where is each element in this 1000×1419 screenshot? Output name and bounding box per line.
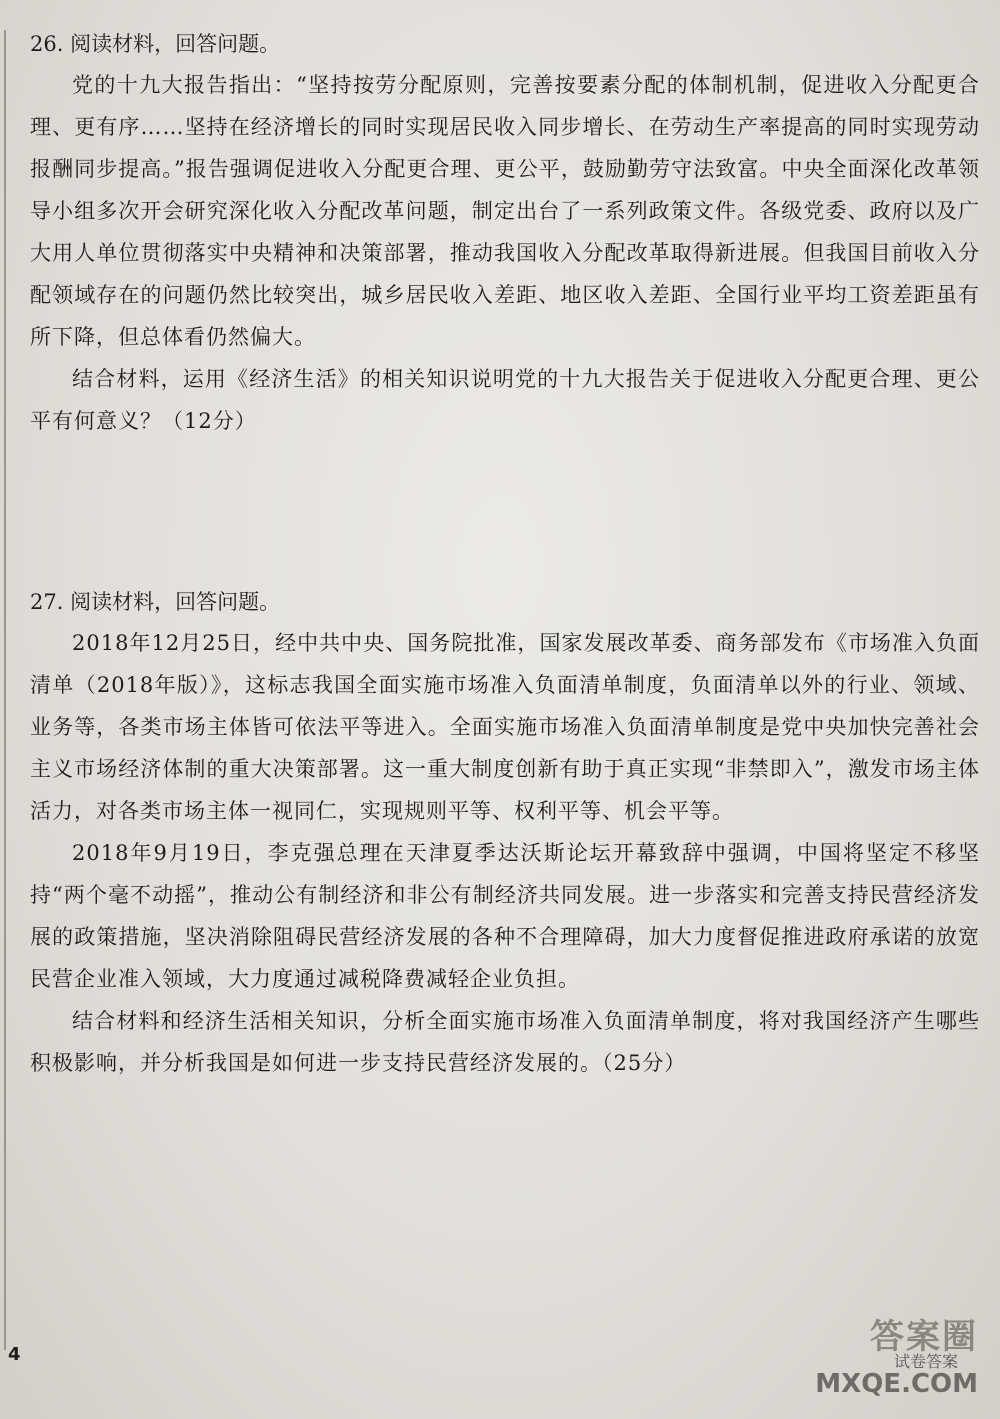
question-27-title: 27. 阅读材料，回答问题。: [30, 590, 281, 614]
watermark: [815, 1309, 978, 1399]
watermark-wechat-label: 试卷答案: [893, 1352, 958, 1371]
question-26-prompt: 结合材料，运用《经济生活》的相关知识说明党的十九大报告关于促进收入分配更合理、更公平有何意义？（12分）: [30, 367, 980, 433]
question-26-title: 26. 阅读材料，回答问题。: [30, 32, 281, 56]
page-number: 4: [8, 1344, 21, 1365]
question-27-material-2: 2018年9月19日，李克强总理在天津夏季达沃斯论坛开幕致辞中强调，中国将坚定不移坚持“两个毫不动摇”，推动公有制经济和非公有制经济共同发展。进一步落实和完善支持民营经济发展的政策措施，坚决消除阻碍民营经济发展的各种不合理障碍，加大力度督促推进政府承诺的放宽民营企业准入领域，大力度通过减税降费减轻企业负担。: [30, 841, 980, 991]
page-fold-line: [4, 30, 6, 1350]
question-27-prompt: 结合材料和经济生活相关知识，分析全面实施市场准入负面清单制度，将对我国经济产生哪些积极影响，并分析我国是如何进一步支持民营经济发展的。（25分）: [30, 1009, 980, 1075]
question-26-material: 党的十九大报告指出：“坚持按劳分配原则，完善按要素分配的体制机制，促进收入分配更合理、更有序……坚持在经济增长的同时实现居民收入同步增长、在劳动生产率提高的同时实现劳动报酬同步提高。”报告强调促进收入分配更合理、更公平，鼓励勤劳守法致富。中央全面深化改革领导小组多次开会研究深化收入分配改革问题，制定出台了一系列政策文件。各级党委、政府以及广大用人单位贯彻落实中央精神和决策部署，推动我国收入分配改革取得新进展。但我国目前收入分配领域存在的问题仍然比较突出，城乡居民收入差距、地区收入差距、全国行业平均工资差距虽有所下降，但总体看仍然偏大。: [30, 73, 980, 349]
question-27: [30, 582, 980, 1084]
question-27-material-1: 2018年12月25日，经中共中央、国务院批准，国家发展改革委、商务部发布《市场准入负面清单（2018年版）》，这标志我国全面实施市场准入负面清单制度，负面清单以外的行业、领域、业务等，各类市场主体皆可依法平等进入。全面实施市场准入负面清单制度是党中央加快完善社会主义市场经济体制的重大决策部署。这一重大制度创新有助于真正实现“非禁即入”，激发市场主体活力，对各类市场主体一视同仁，实现规则平等、权利平等、机会平等。: [30, 631, 980, 823]
watermark-logo: 答案圈: [870, 1317, 978, 1357]
question-26: [30, 24, 980, 442]
watermark-site: MXQE.COM: [815, 1369, 978, 1399]
